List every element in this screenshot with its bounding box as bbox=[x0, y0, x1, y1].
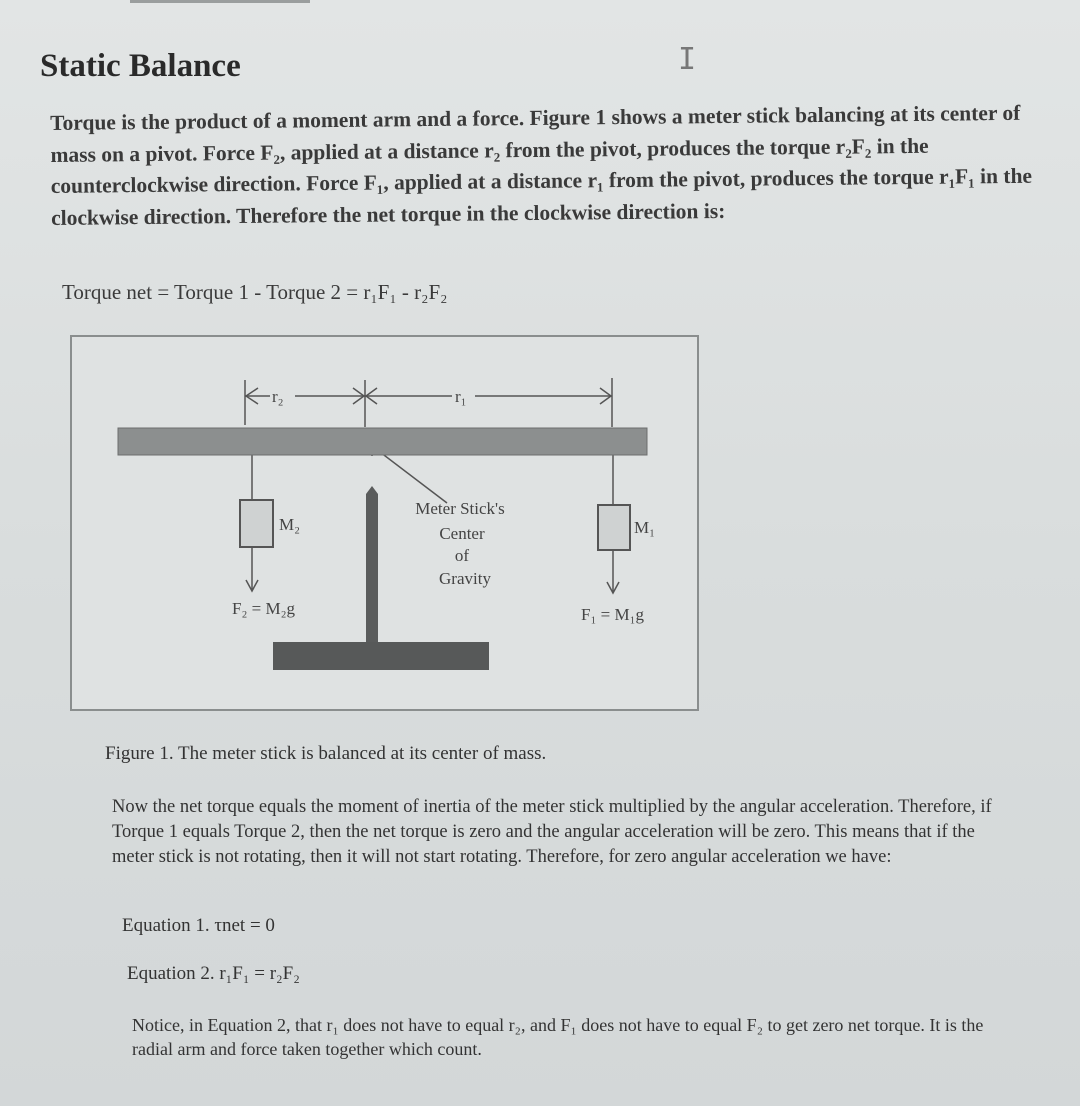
meter-stick bbox=[118, 428, 647, 455]
cog-label-line3: of bbox=[454, 546, 470, 565]
m2-label: M₂ bbox=[279, 515, 301, 534]
cog-label-line2: Center bbox=[439, 524, 485, 543]
equation-1: Equation 1. τnet = 0 bbox=[122, 915, 275, 936]
m1-label: M₁ bbox=[634, 518, 656, 537]
page-title: Static Balance bbox=[40, 48, 241, 84]
cog-label-line4: Gravity bbox=[439, 569, 491, 588]
figure-caption: Figure 1. The meter stick is balanced at its center of mass. bbox=[105, 743, 547, 764]
equation-2: Equation 2. r₁F₁ = r₂F₂ bbox=[127, 963, 300, 984]
f1-label: F₁ = M₁g bbox=[581, 605, 645, 624]
intro-paragraph: Torque is the product of a moment arm and a force. Figure 1 shows a meter stick balancing at its center of mass on a pivot. Force F₂, applied at a distance r₂ from the pivot, produces the torque r₂F₂ in the counterclockwise direction. Force F₁, applied at a distance r₁ from the pivot, produces the torque r₁F₁ in the clockwise direction. Therefore the net torque in the clockwise direction is: bbox=[50, 100, 1033, 230]
text-cursor-icon: I bbox=[678, 42, 697, 77]
mass-m2 bbox=[240, 500, 273, 547]
cog-label-line1: Meter Stick's bbox=[415, 499, 505, 518]
f2-label: F₂ = M₂g bbox=[232, 599, 296, 618]
net-torque-paragraph: Now the net torque equals the moment of inertia of the meter stick multiplied by the angular acceleration. Therefore, if Torque 1 equals Torque 2, then the net torque is zero and the angular acceleration will be zero. This means that if the meter stick is not rotating, then it will not start rotating. Therefore, for zero angular acceleration we have: bbox=[112, 797, 992, 867]
r1-label: r₁ bbox=[455, 387, 467, 406]
mass-m1 bbox=[598, 505, 630, 550]
pivot-base bbox=[273, 642, 489, 670]
r2-label: r₂ bbox=[272, 387, 284, 406]
pivot-post bbox=[366, 486, 378, 643]
notice-paragraph: Notice, in Equation 2, that r₁ does not have to equal r₂, and F₁ does not have to equal F₂ to get zero net torque. It is the radial arm and force taken together which count. bbox=[132, 1015, 984, 1059]
torque-net-equation: Torque net = Torque 1 - Torque 2 = r₁F₁ - r₂F₂ bbox=[62, 280, 448, 304]
